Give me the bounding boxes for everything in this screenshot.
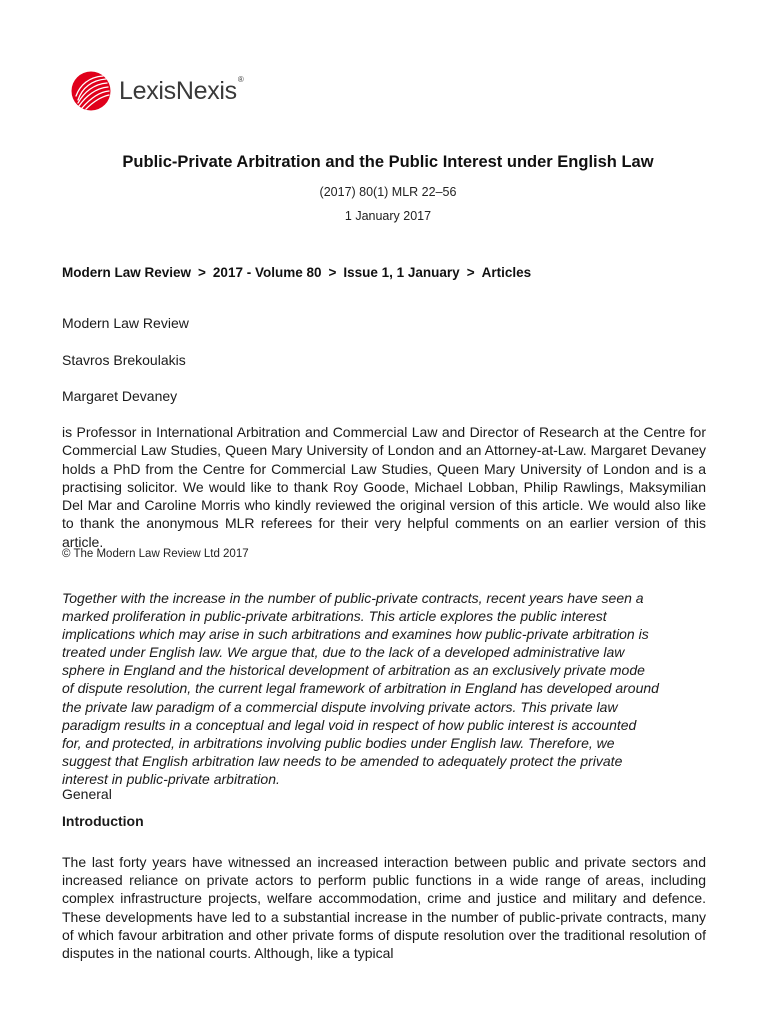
abstract-line: Together with the increase in the number of public-private contracts, recent years have seen a — [62, 590, 644, 606]
breadcrumb-separator: > — [198, 265, 206, 280]
body-paragraph: The last forty years have witnessed an increased interaction between public and private sectors and increased reliance on private actors to perform public functions in a wide range of areas, including complex infrastructure projects, welfare accommodation, crime and justice and military and defence. These developments have led to a substantial increase in the number of public-private contracts, many of which favour arbitration and other private forms of dispute resolution over the traditional resolution of disputes in the national courts. Although, like a typical — [62, 854, 706, 962]
subject-label: General — [62, 786, 112, 802]
breadcrumb-separator: > — [466, 265, 475, 280]
document-title: Public-Private Arbitration and the Public Interest under English Law — [122, 153, 654, 171]
author-name: Margaret Devaney — [62, 388, 178, 404]
abstract-line: implications which may arise in such arbitrations and examines how public-private arbitration is — [62, 626, 649, 643]
abstract — [62, 589, 706, 788]
abstract-line: marked proliferation in public-private arbitrations. This article explores the public interest — [62, 608, 607, 625]
abstract-line: suggest that English arbitration law needs to be amended to adequately protect the private — [62, 752, 623, 769]
abstract-line: paradigm results in a conceptual and legal void in respect of how public interest is accounted — [62, 716, 637, 733]
abstract-line: treated under English law. We argue that, due to the lack of a developed administrative law — [62, 644, 625, 661]
abstract-line: for, and protected, in arbitrations involving public bodies under English law. Therefore, we — [62, 734, 615, 751]
abstract-line: sphere in England and the historical development of arbitration as an exclusively private mode — [62, 662, 645, 679]
abstract-line: of dispute resolution, the current legal framework of arbitration in England has developed around — [62, 680, 659, 697]
lexisnexis-logo — [70, 70, 243, 112]
logo-wordmark: LexisNexis® — [119, 74, 244, 105]
document-date: 1 January 2017 — [344, 209, 432, 223]
breadcrumb-item-volume[interactable]: 2017 - Volume 80 — [212, 265, 322, 280]
author-name: Stavros Brekoulakis — [62, 352, 186, 368]
breadcrumb-separator: > — [328, 265, 337, 280]
breadcrumb-item-journal[interactable]: Modern Law Review — [62, 265, 192, 280]
breadcrumb-item-articles[interactable]: Articles — [481, 265, 532, 280]
abstract-line: the private law paradigm of a commercial dispute involving private actors. This private law — [62, 698, 618, 715]
lexisnexis-swirl-icon — [70, 70, 112, 112]
journal-name: Modern Law Review — [62, 315, 189, 331]
document-citation: (2017) 80(1) MLR 22–56 — [319, 185, 457, 199]
breadcrumb-item-issue[interactable]: Issue 1, 1 January — [343, 265, 460, 280]
breadcrumb — [62, 265, 531, 280]
copyright-notice: © The Modern Law Review Ltd 2017 — [62, 548, 249, 560]
abstract-line: interest in public-private arbitration. — [62, 770, 280, 787]
author-bio: is Professor in International Arbitration and Commercial Law and Director of Research at the Centre for Commercial Law Studies, Queen Mary University of London and an Attorney-at-Law. Margaret Devaney holds a PhD from the Centre for Commercial Law Studies, Queen Mary University of London and is a practising solicitor. We would like to thank Roy Goode, Michael Lobban, Philip Rawlings, Maksymilian Del Mar and Caroline Morris who kindly reviewed the original version of this article. We would also like to thank the anonymous MLR referees for their very helpful comments on an earlier version of this article. — [62, 424, 706, 550]
section-heading: Introduction — [62, 813, 144, 829]
